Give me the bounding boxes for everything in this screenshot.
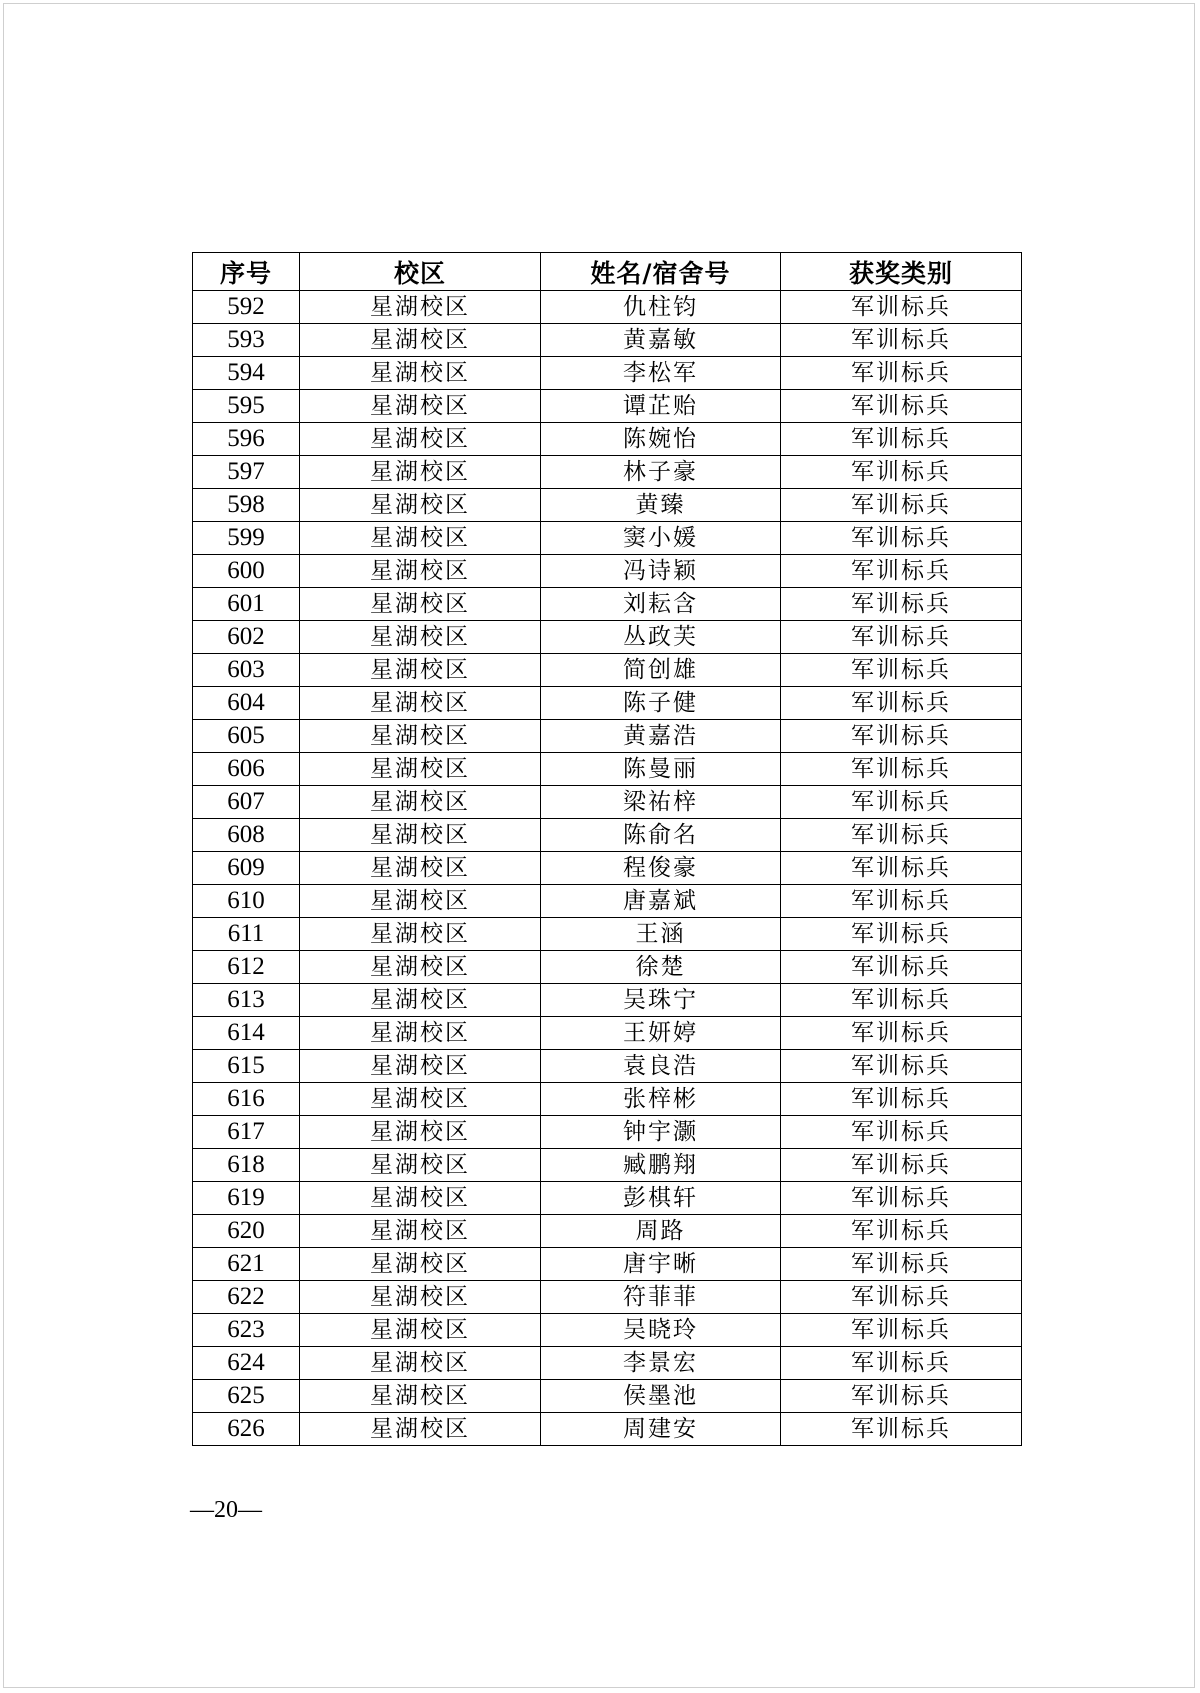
cell-award: 军训标兵 [781, 1017, 1022, 1050]
cell-campus: 星湖校区 [300, 1248, 541, 1281]
cell-award: 军训标兵 [781, 786, 1022, 819]
cell-seq: 617 [193, 1116, 300, 1149]
cell-campus: 星湖校区 [300, 1215, 541, 1248]
table-row [193, 1083, 1022, 1116]
table-row [193, 984, 1022, 1017]
cell-award: 军训标兵 [781, 621, 1022, 654]
cell-award: 军训标兵 [781, 1380, 1022, 1413]
header-row [193, 253, 1022, 291]
cell-name: 仇柱钧 [541, 291, 781, 324]
cell-name: 侯墨池 [541, 1380, 781, 1413]
cell-award: 军训标兵 [781, 522, 1022, 555]
cell-name: 冯诗颖 [541, 555, 781, 588]
table-row [193, 654, 1022, 687]
cell-name: 刘耘含 [541, 588, 781, 621]
cell-award: 军训标兵 [781, 819, 1022, 852]
cell-name: 李松军 [541, 357, 781, 390]
table-row [193, 720, 1022, 753]
cell-name: 窦小媛 [541, 522, 781, 555]
cell-campus: 星湖校区 [300, 951, 541, 984]
cell-campus: 星湖校区 [300, 1347, 541, 1380]
table-row [193, 1314, 1022, 1347]
cell-campus: 星湖校区 [300, 1314, 541, 1347]
cell-name: 徐楚 [541, 951, 781, 984]
table-row [193, 1248, 1022, 1281]
cell-award: 军训标兵 [781, 1050, 1022, 1083]
cell-seq: 622 [193, 1281, 300, 1314]
cell-seq: 595 [193, 390, 300, 423]
cell-seq: 604 [193, 687, 300, 720]
cell-name: 周建安 [541, 1413, 781, 1446]
table-row [193, 753, 1022, 786]
cell-name: 吴珠宁 [541, 984, 781, 1017]
cell-name: 张梓彬 [541, 1083, 781, 1116]
cell-award: 军训标兵 [781, 720, 1022, 753]
table-row [193, 918, 1022, 951]
cell-seq: 603 [193, 654, 300, 687]
cell-award: 军训标兵 [781, 324, 1022, 357]
table-row [193, 885, 1022, 918]
cell-award: 军训标兵 [781, 1314, 1022, 1347]
cell-campus: 星湖校区 [300, 1281, 541, 1314]
cell-seq: 616 [193, 1083, 300, 1116]
cell-seq: 615 [193, 1050, 300, 1083]
header-seq: 序号 [193, 253, 300, 291]
cell-seq: 607 [193, 786, 300, 819]
award-table [192, 252, 1022, 1446]
table-row [193, 1347, 1022, 1380]
cell-award: 军训标兵 [781, 918, 1022, 951]
cell-award: 军训标兵 [781, 555, 1022, 588]
cell-seq: 599 [193, 522, 300, 555]
table-row [193, 1380, 1022, 1413]
cell-name: 陈婉怡 [541, 423, 781, 456]
table-row [193, 555, 1022, 588]
table-row [193, 951, 1022, 984]
cell-campus: 星湖校区 [300, 918, 541, 951]
cell-seq: 600 [193, 555, 300, 588]
table-row [193, 456, 1022, 489]
cell-campus: 星湖校区 [300, 720, 541, 753]
table-row [193, 291, 1022, 324]
cell-campus: 星湖校区 [300, 1116, 541, 1149]
table-row [193, 489, 1022, 522]
cell-campus: 星湖校区 [300, 1380, 541, 1413]
cell-name: 黄嘉敏 [541, 324, 781, 357]
cell-campus: 星湖校区 [300, 687, 541, 720]
cell-name: 陈子健 [541, 687, 781, 720]
cell-campus: 星湖校区 [300, 324, 541, 357]
cell-seq: 614 [193, 1017, 300, 1050]
table-row [193, 1149, 1022, 1182]
cell-campus: 星湖校区 [300, 489, 541, 522]
cell-name: 陈曼丽 [541, 753, 781, 786]
cell-campus: 星湖校区 [300, 522, 541, 555]
cell-seq: 597 [193, 456, 300, 489]
cell-seq: 596 [193, 423, 300, 456]
cell-award: 军训标兵 [781, 390, 1022, 423]
table-header [193, 253, 1022, 291]
cell-campus: 星湖校区 [300, 357, 541, 390]
cell-seq: 611 [193, 918, 300, 951]
table-row [193, 357, 1022, 390]
cell-name: 谭芷贻 [541, 390, 781, 423]
cell-name: 唐嘉斌 [541, 885, 781, 918]
table-row [193, 687, 1022, 720]
cell-award: 军训标兵 [781, 1182, 1022, 1215]
cell-name: 黄臻 [541, 489, 781, 522]
table-row [193, 423, 1022, 456]
cell-name: 唐宇晰 [541, 1248, 781, 1281]
cell-name: 丛政芙 [541, 621, 781, 654]
cell-award: 军训标兵 [781, 753, 1022, 786]
cell-campus: 星湖校区 [300, 1149, 541, 1182]
cell-award: 军训标兵 [781, 1281, 1022, 1314]
cell-seq: 594 [193, 357, 300, 390]
table-row [193, 621, 1022, 654]
table-row [193, 819, 1022, 852]
cell-name: 周路 [541, 1215, 781, 1248]
cell-seq: 618 [193, 1149, 300, 1182]
cell-campus: 星湖校区 [300, 1050, 541, 1083]
cell-seq: 623 [193, 1314, 300, 1347]
cell-award: 军训标兵 [781, 687, 1022, 720]
cell-campus: 星湖校区 [300, 786, 541, 819]
header-campus: 校区 [300, 253, 541, 291]
header-name: 姓名/宿舍号 [541, 253, 781, 291]
cell-campus: 星湖校区 [300, 654, 541, 687]
cell-campus: 星湖校区 [300, 291, 541, 324]
table-row [193, 852, 1022, 885]
cell-award: 军训标兵 [781, 1347, 1022, 1380]
cell-campus: 星湖校区 [300, 753, 541, 786]
cell-award: 军训标兵 [781, 357, 1022, 390]
cell-seq: 606 [193, 753, 300, 786]
table-row [193, 1050, 1022, 1083]
cell-award: 军训标兵 [781, 1215, 1022, 1248]
cell-name: 彭棋轩 [541, 1182, 781, 1215]
cell-seq: 598 [193, 489, 300, 522]
cell-campus: 星湖校区 [300, 555, 541, 588]
cell-award: 军训标兵 [781, 456, 1022, 489]
cell-name: 程俊豪 [541, 852, 781, 885]
table-row [193, 324, 1022, 357]
table-row [193, 1281, 1022, 1314]
page-number: —20— [190, 1497, 262, 1523]
cell-name: 陈俞名 [541, 819, 781, 852]
cell-name: 吴晓玲 [541, 1314, 781, 1347]
cell-campus: 星湖校区 [300, 852, 541, 885]
cell-campus: 星湖校区 [300, 1182, 541, 1215]
cell-seq: 602 [193, 621, 300, 654]
table-row [193, 786, 1022, 819]
cell-seq: 619 [193, 1182, 300, 1215]
cell-name: 符菲菲 [541, 1281, 781, 1314]
table-row [193, 1215, 1022, 1248]
cell-seq: 612 [193, 951, 300, 984]
table-body [193, 291, 1022, 1446]
cell-campus: 星湖校区 [300, 984, 541, 1017]
cell-award: 军训标兵 [781, 1413, 1022, 1446]
cell-award: 军训标兵 [781, 885, 1022, 918]
cell-award: 军训标兵 [781, 1116, 1022, 1149]
table-row [193, 1413, 1022, 1446]
cell-seq: 601 [193, 588, 300, 621]
header-award: 获奖类别 [781, 253, 1022, 291]
cell-award: 军训标兵 [781, 588, 1022, 621]
cell-campus: 星湖校区 [300, 1083, 541, 1116]
cell-name: 简创雄 [541, 654, 781, 687]
cell-name: 黄嘉浩 [541, 720, 781, 753]
cell-name: 王涵 [541, 918, 781, 951]
cell-name: 梁祐梓 [541, 786, 781, 819]
cell-seq: 625 [193, 1380, 300, 1413]
cell-campus: 星湖校区 [300, 885, 541, 918]
cell-seq: 609 [193, 852, 300, 885]
cell-seq: 613 [193, 984, 300, 1017]
cell-seq: 592 [193, 291, 300, 324]
cell-name: 臧鹏翔 [541, 1149, 781, 1182]
cell-name: 李景宏 [541, 1347, 781, 1380]
cell-award: 军训标兵 [781, 984, 1022, 1017]
cell-campus: 星湖校区 [300, 423, 541, 456]
cell-award: 军训标兵 [781, 1083, 1022, 1116]
table-row [193, 1182, 1022, 1215]
cell-campus: 星湖校区 [300, 588, 541, 621]
cell-name: 王妍婷 [541, 1017, 781, 1050]
cell-campus: 星湖校区 [300, 1017, 541, 1050]
cell-seq: 620 [193, 1215, 300, 1248]
cell-name: 钟宇灏 [541, 1116, 781, 1149]
cell-name: 林子豪 [541, 456, 781, 489]
cell-seq: 624 [193, 1347, 300, 1380]
cell-campus: 星湖校区 [300, 1413, 541, 1446]
table-row [193, 1116, 1022, 1149]
cell-campus: 星湖校区 [300, 621, 541, 654]
table-row [193, 390, 1022, 423]
cell-campus: 星湖校区 [300, 819, 541, 852]
cell-seq: 621 [193, 1248, 300, 1281]
table-row [193, 1017, 1022, 1050]
cell-award: 军训标兵 [781, 951, 1022, 984]
cell-seq: 610 [193, 885, 300, 918]
cell-seq: 626 [193, 1413, 300, 1446]
cell-seq: 605 [193, 720, 300, 753]
cell-award: 军训标兵 [781, 1149, 1022, 1182]
table-row [193, 588, 1022, 621]
cell-award: 军训标兵 [781, 423, 1022, 456]
cell-award: 军训标兵 [781, 489, 1022, 522]
cell-seq: 608 [193, 819, 300, 852]
cell-seq: 593 [193, 324, 300, 357]
cell-campus: 星湖校区 [300, 456, 541, 489]
table-row [193, 522, 1022, 555]
cell-award: 军训标兵 [781, 1248, 1022, 1281]
cell-name: 袁良浩 [541, 1050, 781, 1083]
cell-award: 军训标兵 [781, 291, 1022, 324]
cell-award: 军训标兵 [781, 654, 1022, 687]
cell-campus: 星湖校区 [300, 390, 541, 423]
cell-award: 军训标兵 [781, 852, 1022, 885]
